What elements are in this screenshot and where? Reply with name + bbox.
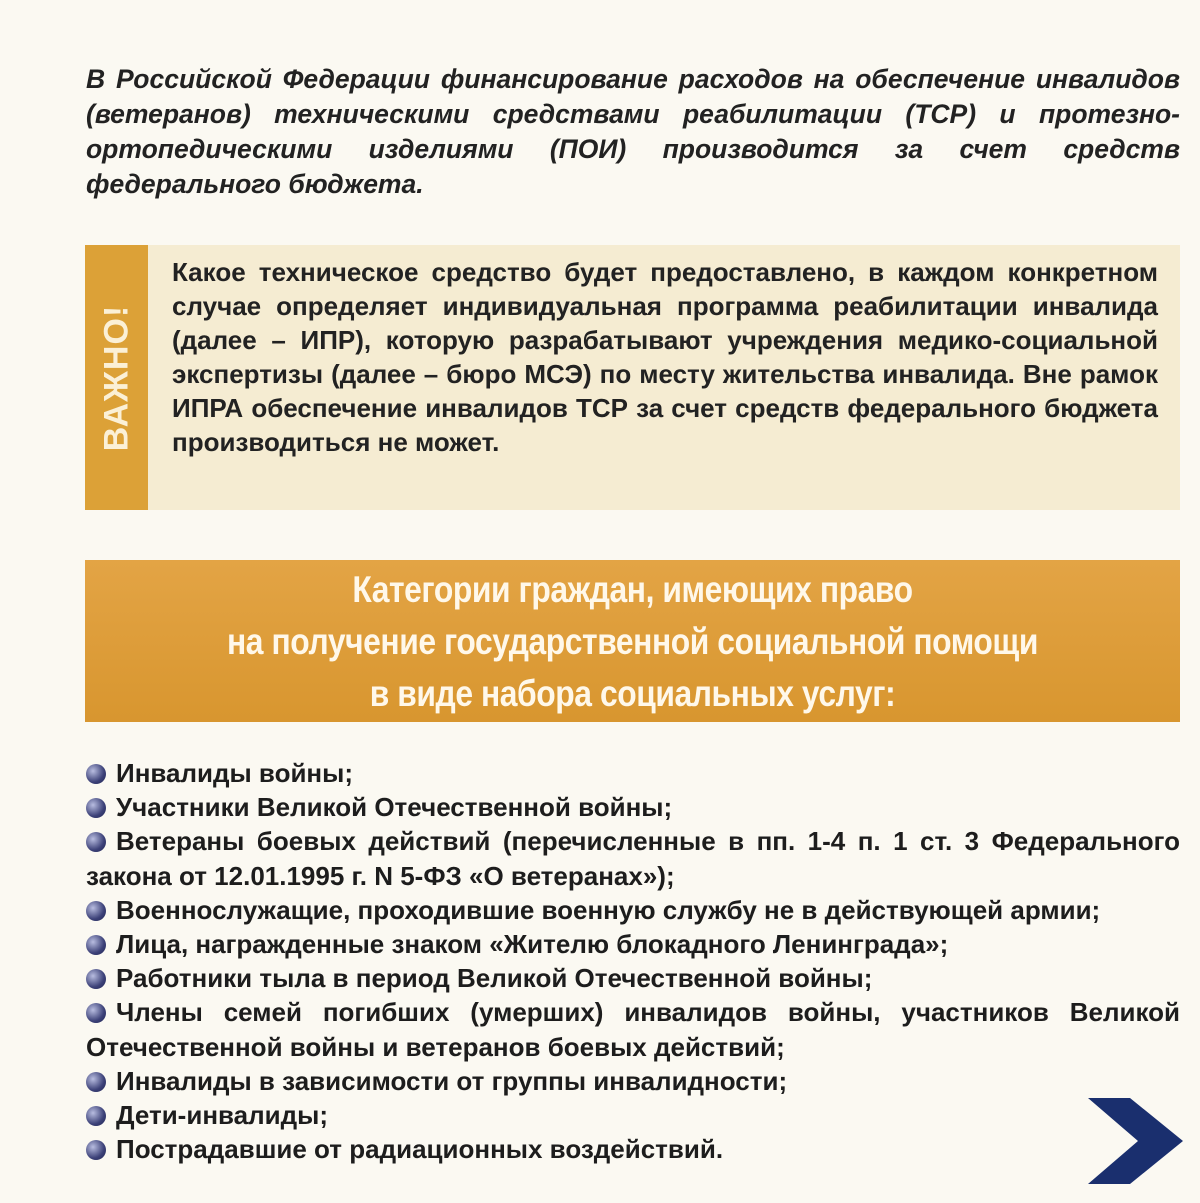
banner-line-1: Категории граждан, имеющих право (352, 569, 913, 610)
list-item: Пострадавшие от радиационных воздействий. (86, 1132, 1180, 1166)
important-sidebar (85, 245, 148, 510)
list-item: Участники Великой Отечественной войны; (86, 790, 1180, 824)
list-item: Ветераны боевых действий (перечисленные в пп. 1-4 п. 1 ст. 3 Федерального закона от 12.01.1995 г. N 5-ФЗ «О ветеранах»); (86, 826, 1180, 891)
bullet-icon (86, 935, 106, 955)
bullet-icon (86, 764, 106, 784)
banner-line-3: в виде набора социальных услуг: (369, 673, 896, 714)
list-item: Инвалиды войны; (86, 756, 1180, 790)
list-item: Инвалиды в зависимости от группы инвалидности; (86, 1064, 1180, 1098)
bullet-icon (86, 798, 106, 818)
list-item: Лица, награжденные знаком «Жителю блокадного Ленинграда»; (86, 927, 1180, 961)
bullet-icon (86, 1072, 106, 1092)
important-bold-text: Вне рамок ИПРА обеспечение инвалидов ТСР за счет средств федерального бюджета производиться не может. (172, 359, 1158, 457)
categories-list (86, 756, 1180, 1166)
important-text: Какое техническое средство будет предоставлено, в каждом конкретном случае определяет индивидуальная программа реабилитации инвалида (далее – ИПР), которую разрабатывают учреждения медико-социальной экспертизы (далее – бюро МСЭ) по месту жительства инвалида. (172, 257, 1158, 389)
important-label: ВАЖНО! (97, 304, 135, 451)
list-item: Военнослужащие, проходившие военную службу не в действующей армии; (86, 893, 1180, 927)
intro-paragraph: В Российской Федерации финансирование расходов на обеспечение инвалидов (ветеранов) техническими средствами реабилитации (ТСР) и протезно-ортопедическими изделиями (ПОИ) производится за счет средств федерального бюджета. (86, 64, 1180, 199)
important-text-block (148, 245, 1180, 510)
bullet-icon (86, 1003, 106, 1023)
list-item: Члены семей погибших (умерших) инвалидов войны, участников Великой Отечественной войны и ветеранов боевых действий; (86, 997, 1180, 1062)
list-item: Дети-инвалиды; (86, 1098, 1180, 1132)
bullet-icon (86, 1106, 106, 1126)
categories-banner (85, 560, 1180, 722)
bullet-icon (86, 901, 106, 921)
banner-line-2: на получение государственной социальной помощи (226, 621, 1038, 662)
bullet-icon (86, 1140, 106, 1160)
bullet-icon (86, 969, 106, 989)
important-box (85, 245, 1180, 510)
list-item: Работники тыла в период Великой Отечественной войны; (86, 961, 1180, 995)
bullet-icon (86, 832, 106, 852)
next-arrow-icon[interactable] (1088, 1098, 1183, 1184)
